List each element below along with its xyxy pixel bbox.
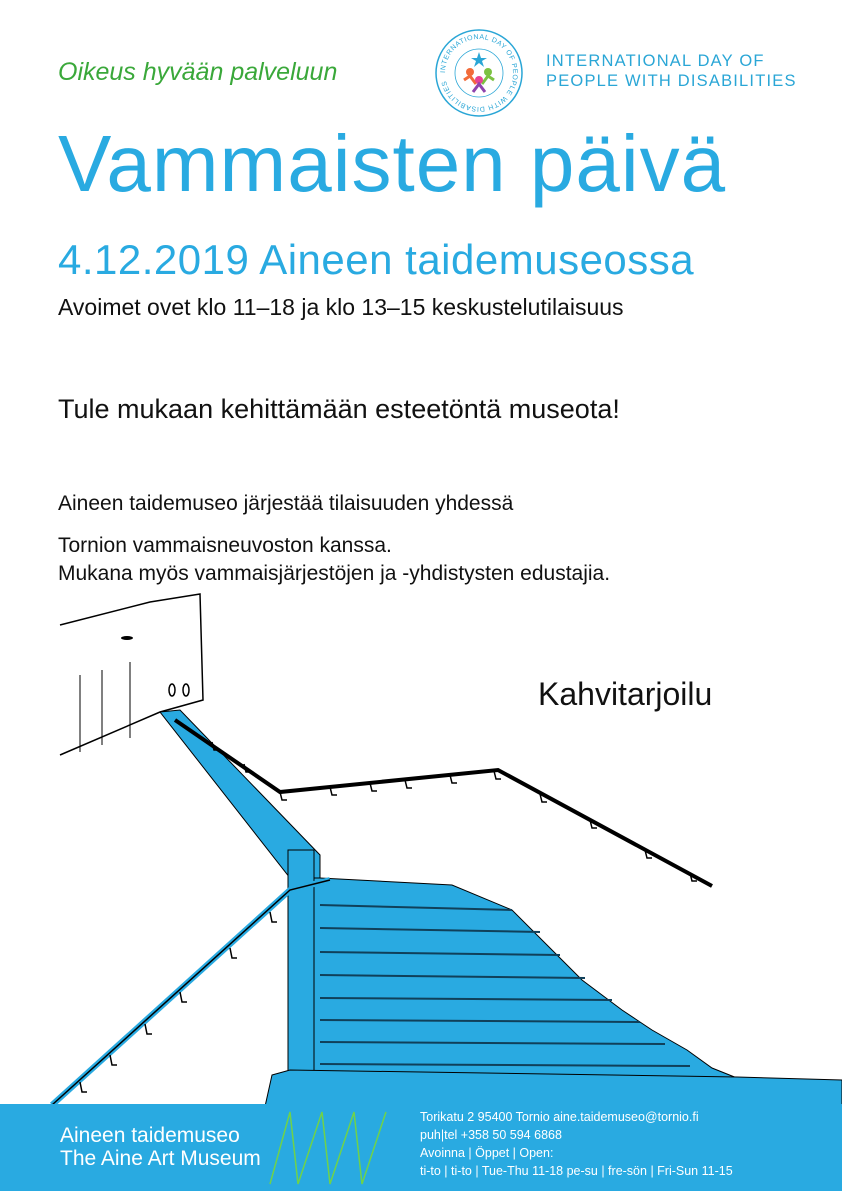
intl-day-line1: INTERNATIONAL DAY OF [546, 52, 765, 70]
svg-text:INTERNATIONAL DAY OF PEOPLE WI [440, 34, 518, 112]
museum-name-fi: Aineen taidemuseo [60, 1124, 240, 1147]
description-line-3: Mukana myös vammaisjärjestöjen ja -yhdistysten edustajia. [58, 562, 611, 585]
description-line-2: Tornion vammaisneuvoston kanssa. [58, 534, 392, 557]
footer-bar [0, 1104, 842, 1191]
museum-name [60, 1124, 261, 1170]
intl-day-line2: PEOPLE WITH DISABILITIES [546, 72, 797, 90]
opening-hours: Avoimet ovet klo 11–18 ja klo 13–15 keskustelutilaisuus [58, 294, 624, 320]
contact-open-label: Avoinna | Öppet | Open: [420, 1146, 554, 1160]
contact-info [420, 1108, 733, 1180]
museum-name-en: The Aine Art Museum [60, 1147, 261, 1170]
museum-logo-mark [262, 1108, 412, 1188]
event-date-location: 4.12.2019 Aineen taidemuseossa [58, 236, 695, 283]
contact-address: Torikatu 2 95400 Tornio aine.taidemuseo@tornio.fi [420, 1110, 699, 1124]
intl-day-label [546, 51, 797, 91]
tagline: Oikeus hyvään palveluun [58, 58, 338, 86]
idpd-logo [434, 28, 524, 118]
contact-open-hours: ti-to | ti-to | Tue-Thu 11-18 pe-su | fre-sön | Fri-Sun 11-15 [420, 1164, 733, 1178]
logo-ring-text: INTERNATIONAL DAY OF PEOPLE WITH DISABILITIES [439, 33, 519, 113]
description-line-1: Aineen taidemuseo järjestää tilaisuuden yhdessä [58, 492, 514, 515]
staircase-illustration [0, 580, 842, 1110]
page-title: Vammaisten päivä [58, 119, 727, 208]
invitation-headline: Tule mukaan kehittämään esteetöntä museota! [58, 394, 620, 424]
contact-phone: puh|tel +358 50 594 6868 [420, 1128, 562, 1142]
coffee-notice: Kahvitarjoilu [538, 676, 713, 712]
